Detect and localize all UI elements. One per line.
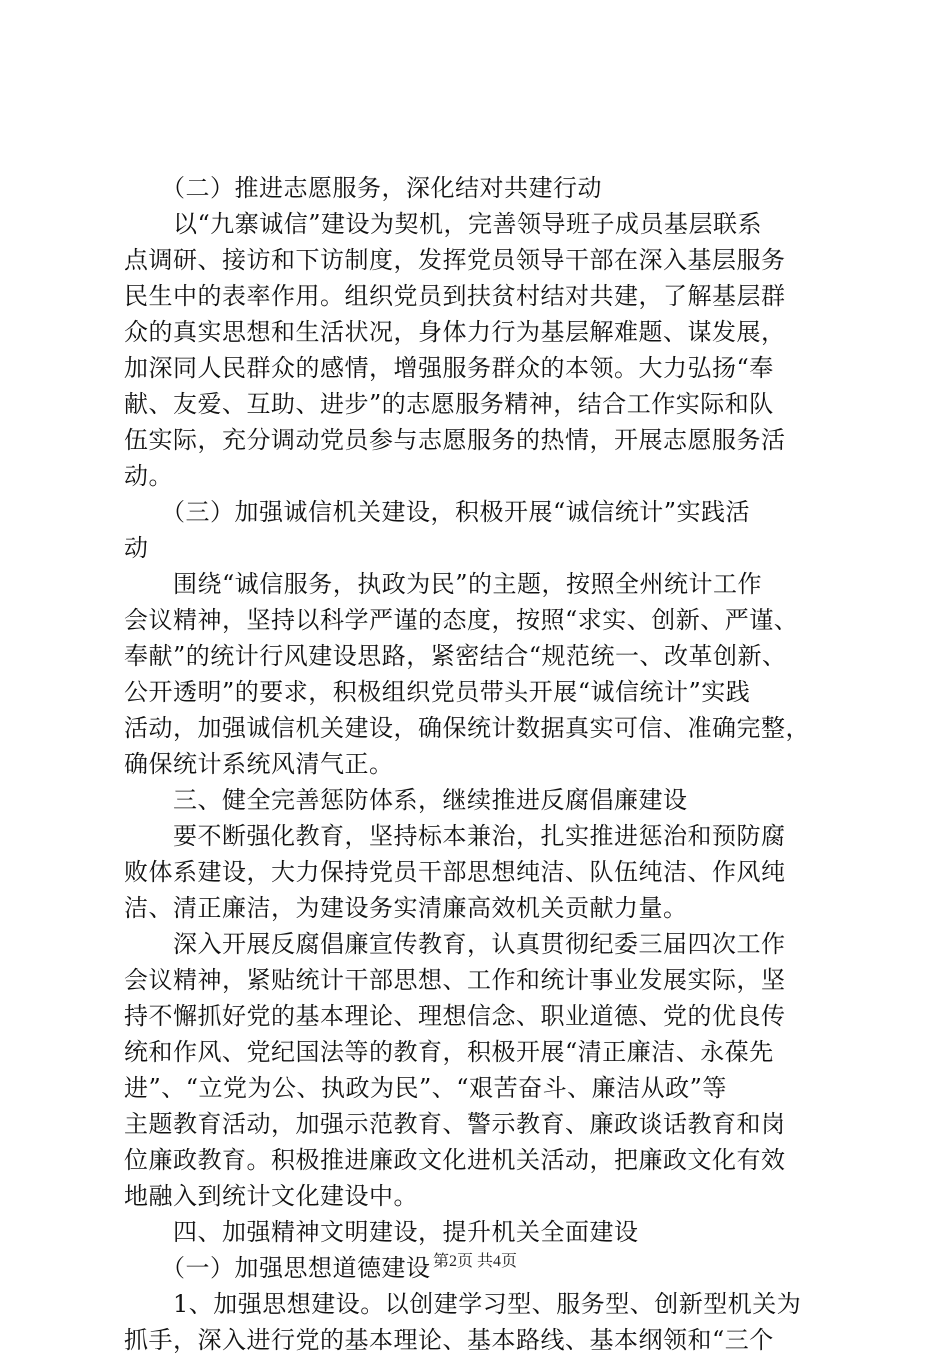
text-line: 1、加强思想建设。以创建学习型、服务型、创新型机关为 <box>124 1290 802 1318</box>
text-line: 奉献”的统计行风建设思路，紧密结合“规范统一、改革创新、 <box>124 642 787 670</box>
text-line: 败体系建设，大力保持党员干部思想纯洁、队伍纯洁、作风纯 <box>124 858 786 886</box>
text-line: 围绕“诚信服务，执政为民”的主题，按照全州统计工作 <box>124 570 763 598</box>
text-line: 公开透明”的要求，积极组织党员带头开展“诚信统计”实践 <box>124 678 751 706</box>
text-line: （一）加强思想道德建设 <box>124 1254 431 1282</box>
text-line: 以“九寨诚信”建设为契机，完善领导班子成员基层联系 <box>124 210 763 238</box>
text-line: 会议精神，坚持以科学严谨的态度，按照“求实、创新、严谨、 <box>124 606 799 634</box>
text-line: 动 <box>124 534 149 562</box>
text-line: 会议精神，紧贴统计干部思想、工作和统计事业发展实际，坚 <box>124 966 786 994</box>
text-line: 持不懈抓好党的基本理论、理想信念、职业道德、党的优良传 <box>124 1002 786 1030</box>
text-line: 统和作风、党纪国法等的教育，积极开展“清正廉洁、永葆先 <box>124 1038 774 1066</box>
text-line: 献、友爱、互助、进步”的志愿服务精神，结合工作实际和队 <box>124 390 774 418</box>
text-line: 抓手，深入进行党的基本理论、基本路线、基本纲领和“三个 <box>124 1326 774 1354</box>
text-line: 位廉政教育。积极推进廉政文化进机关活动，把廉政文化有效 <box>124 1146 786 1174</box>
text-line: 点调研、接访和下访制度，发挥党员领导干部在深入基层服务 <box>124 246 786 274</box>
text-line: 地融入到统计文化建设中。 <box>124 1182 418 1210</box>
text-line: （三）加强诚信机关建设，积极开展“诚信统计”实践活 <box>124 498 751 526</box>
text-line: 民生中的表率作用。组织党员到扶贫村结对共建，了解基层群 <box>124 282 786 310</box>
text-line: （二）推进志愿服务，深化结对共建行动 <box>124 174 602 202</box>
text-line: 要不断强化教育，坚持标本兼治，扎实推进惩治和预防腐 <box>124 822 786 850</box>
text-line: 进”、“立党为公、执政为民”、“艰苦奋斗、廉洁从政”等 <box>124 1074 727 1102</box>
text-line: 伍实际，充分调动党员参与志愿服务的热情，开展志愿服务活 <box>124 426 786 454</box>
page-number-footer: 第2页 共4页 <box>432 1253 517 1270</box>
text-line: 三、健全完善惩防体系，继续推进反腐倡廉建设 <box>124 786 688 814</box>
text-line: 深入开展反腐倡廉宣传教育，认真贯彻纪委三届四次工作 <box>124 930 786 958</box>
text-line: 动。 <box>124 462 173 490</box>
text-line: 洁、清正廉洁，为建设务实清廉高效机关贡献力量。 <box>124 894 688 922</box>
text-line: 主题教育活动，加强示范教育、警示教育、廉政谈话教育和岗 <box>124 1110 786 1138</box>
text-line: 众的真实思想和生活状况，身体力行为基层解难题、谋发展， <box>124 318 786 346</box>
text-line: 加深同人民群众的感情，增强服务群众的本领。大力弘扬“奉 <box>124 354 774 382</box>
text-line: 活动，加强诚信机关建设，确保统计数据真实可信、准确完整， <box>124 714 810 742</box>
text-line: 四、加强精神文明建设，提升机关全面建设 <box>124 1218 639 1246</box>
document-body <box>124 170 830 1358</box>
text-line: 确保统计系统风清气正。 <box>124 750 394 778</box>
